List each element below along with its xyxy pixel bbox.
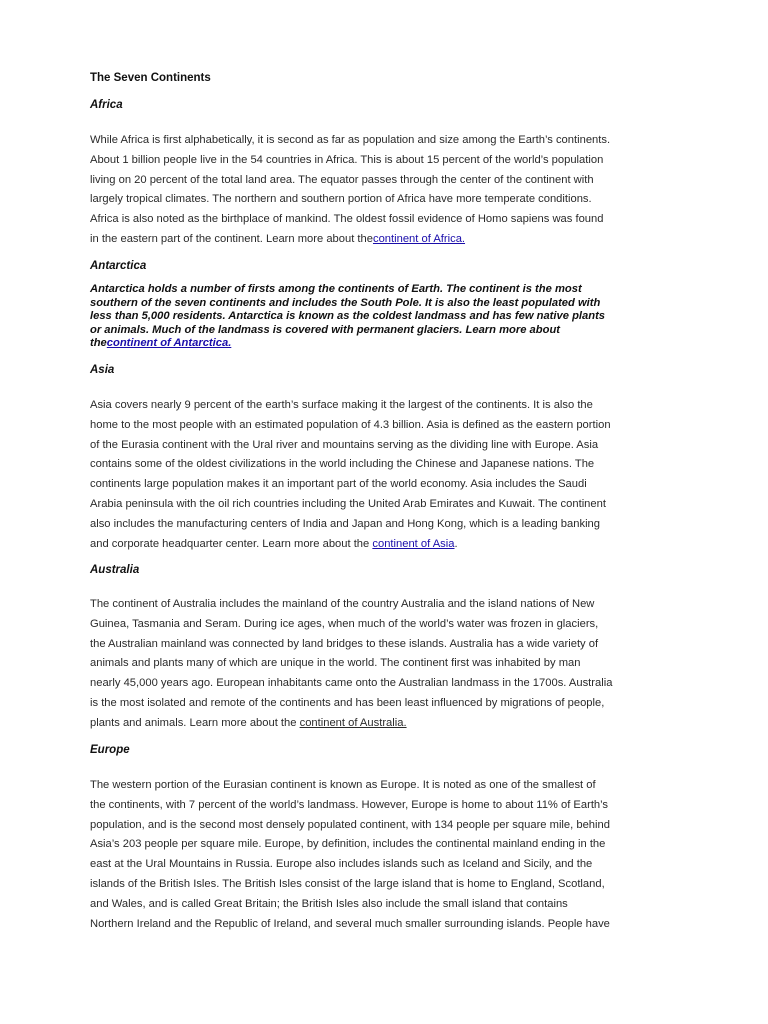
heading-australia: Australia <box>90 564 140 576</box>
heading-antarctica: Antarctica <box>90 260 147 272</box>
text-line: nearly 45,000 years ago. European inhabitants came onto the Australian landmass in the 1700s. Australia <box>90 677 613 690</box>
paragraph-africa <box>90 131 690 250</box>
text-line: Northern Ireland and the Republic of Ireland, and several much smaller surrounding islands. People have <box>90 917 610 930</box>
text-line: is the most isolated and remote of the continents and has been least influenced by migrations of people, <box>90 696 605 709</box>
text-line: Asia covers nearly 9 percent of the earth’s surface making it the largest of the continents. It is also the <box>90 399 593 411</box>
link-continent-australia[interactable]: continent of Australia. <box>299 716 407 729</box>
text-line: Asia’s 203 people per square mile. Europe, by definition, includes the continental mainland ending in the <box>90 838 606 851</box>
text-fragment: in the eastern part of the continent. Learn more about the <box>90 232 373 245</box>
paragraph-australia <box>90 595 690 734</box>
text-line: living on 20 percent of the total land area. The equator passes through the center of the continent with <box>90 173 594 186</box>
text-line: continents large population makes it an important part of the world economy. Asia includes the Saudi <box>90 478 587 491</box>
paragraph-asia <box>90 396 690 554</box>
link-continent-asia[interactable]: continent of Asia <box>372 537 455 550</box>
link-continent-africa[interactable]: continent of Africa. <box>372 232 466 245</box>
text-line: contains some of the oldest civilizations in the world including the Chinese and Japanese nations. The <box>90 458 595 471</box>
text-line: animals and plants many of which are unique in the world. The continent first was inhabited by man <box>90 657 581 670</box>
text-line: The continent of Australia includes the mainland of the country Australia and the island nations of New <box>90 598 595 610</box>
text-line: About 1 billion people live in the 54 countries in Africa. This is about 15 percent of the world’s population <box>90 153 604 166</box>
text-line: the continents, with 7 percent of the world’s landmass. However, Europe is home to about 11% of Earth’s <box>90 798 609 811</box>
text-line: While Africa is first alphabetically, it is second as far as population and size among the Earth’s continents. <box>90 134 611 146</box>
page-title: The Seven Continents <box>90 72 211 84</box>
text-line: population, and is the second most densely populated continent, with 134 people per square mile, behind <box>90 818 610 831</box>
text-fragment: plants and animals. Learn more about the <box>90 716 300 729</box>
text-line-last <box>90 714 690 734</box>
text-line: Africa is also noted as the birthplace of mankind. The oldest fossil evidence of Homo sapiens was found <box>90 213 604 226</box>
text-line: and Wales, and is called Great Britain; the British Isles also include the small island that contains <box>90 897 568 910</box>
paragraph-europe <box>90 776 690 934</box>
text-fragment: and corporate headquarter center. Learn more about the <box>90 537 373 550</box>
text-line-last <box>90 535 690 555</box>
heading-africa: Africa <box>90 99 123 111</box>
text-line: Antarctica holds a number of firsts among the continents of Earth. The continent is the most <box>90 283 582 295</box>
text-line: largely tropical climates. The northern and southern portion of Africa have more temperate conditions. <box>90 193 592 206</box>
text-line: islands of the British Isles. The British Isles consist of the large island that is home to England, Scotland, <box>90 877 605 890</box>
text-fragment: . <box>454 537 458 550</box>
text-line: also includes the manufacturing centers of India and Japan and Hong Kong, which is a leading banking <box>90 517 600 530</box>
text-line: home to the most people with an estimated population of 4.3 billion. Asia is defined as the eastern portion <box>90 418 611 431</box>
heading-asia: Asia <box>90 364 115 376</box>
text-line: the Australian mainland was connected by land bridges to these islands. Australia has a wide variety of <box>90 637 599 650</box>
text-line: less than 5,000 residents. Antarctica is known as the coldest landmass and has few native plants <box>90 310 606 323</box>
text-line-last <box>90 337 690 351</box>
text-fragment: the <box>90 337 107 350</box>
text-line: southern of the seven continents and includes the South Pole. It is also the least populated with <box>90 296 601 309</box>
paragraph-antarctica <box>90 283 690 351</box>
text-line: The western portion of the Eurasian continent is known as Europe. It is noted as one of the smallest of <box>90 779 596 791</box>
text-line: of the Eurasia continent with the Ural river and mountains serving as the dividing line with Europe. Asia <box>90 438 599 451</box>
link-continent-antarctica[interactable]: continent of Antarctica. <box>106 337 232 350</box>
text-line-last <box>90 230 690 250</box>
heading-europe: Europe <box>90 744 130 756</box>
text-line: Guinea, Tasmania and Seram. During ice ages, when much of the world’s water was frozen in glaciers, <box>90 617 599 630</box>
text-line: Arabia peninsula with the oil rich countries including the United Arab Emirates and Kuwait. The continent <box>90 497 606 510</box>
text-line: east at the Ural Mountains in Russia. Europe also includes islands such as Iceland and Sicily, and the <box>90 858 593 871</box>
text-line: or animals. Much of the landmass is covered with permanent glaciers. Learn more about <box>90 323 561 336</box>
